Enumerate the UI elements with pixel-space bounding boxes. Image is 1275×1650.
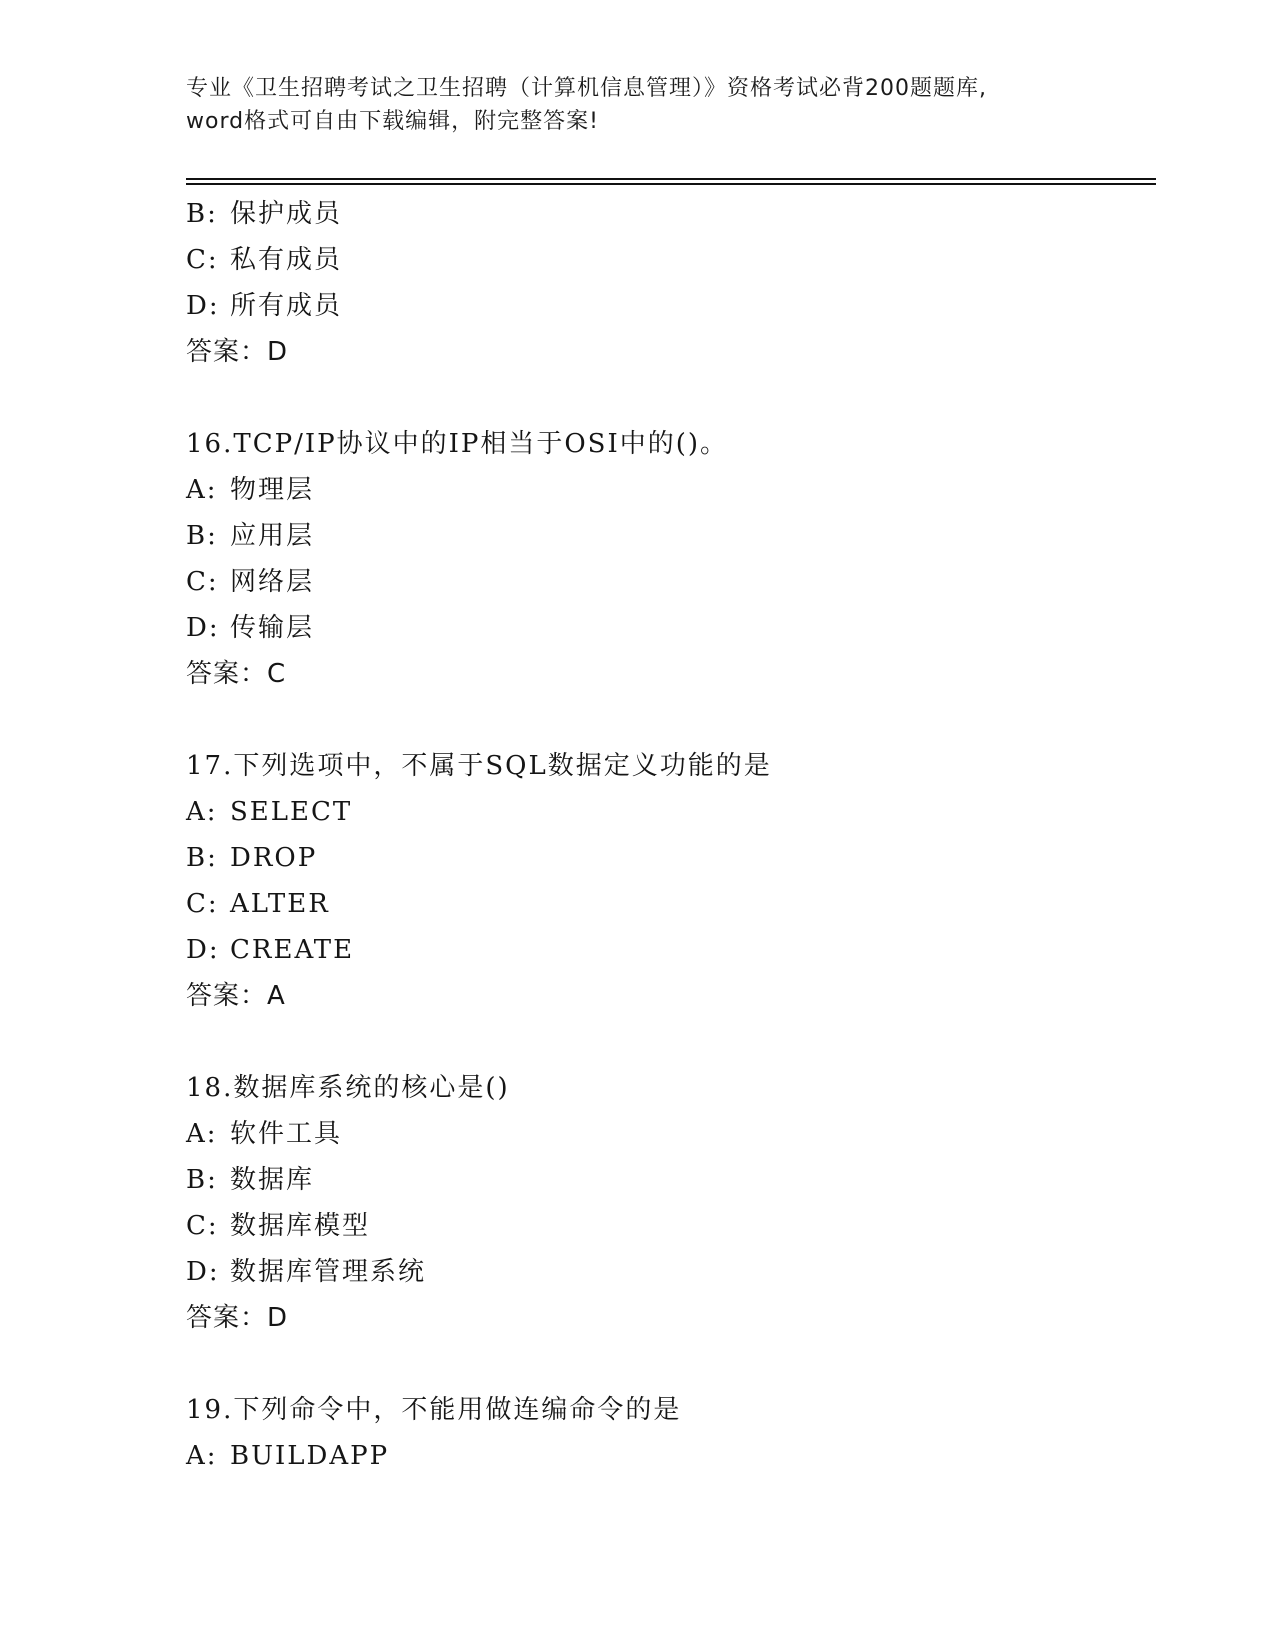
option-c [186, 881, 1146, 927]
option-letter: C: [186, 567, 219, 597]
question-stem: 16.TCP/IP协议中的IP相当于OSI中的()。 [186, 429, 729, 459]
option-c [186, 559, 1146, 605]
question-list [186, 191, 1146, 1479]
option-b [186, 835, 1146, 881]
option-letter: B: [186, 843, 218, 873]
document-header [186, 72, 1106, 138]
option-a [186, 789, 1146, 835]
option-c [186, 237, 1146, 283]
option-text: SELECT [230, 797, 353, 827]
option-text: 所有成员 [230, 291, 343, 321]
option-a [186, 1111, 1146, 1157]
option-letter: B: [186, 521, 218, 551]
option-letter: B: [186, 199, 218, 229]
option-d [186, 605, 1146, 651]
question-stem: 18.数据库系统的核心是() [186, 1073, 510, 1103]
header-line-1: 专业《卫生招聘考试之卫生招聘（计算机信息管理）》资格考试必背200题题库, [186, 76, 987, 101]
option-letter: C: [186, 245, 219, 275]
answer-line: 答案：D [186, 1303, 289, 1333]
option-letter: A: [186, 475, 218, 505]
option-text: 应用层 [230, 521, 315, 551]
header-rule-top [186, 178, 1156, 180]
spacer [186, 375, 1146, 421]
option-text: DROP [230, 843, 318, 873]
option-letter: D: [186, 1257, 220, 1287]
question-stem: 19.下列命令中，不能用做连编命令的是 [186, 1395, 682, 1425]
option-a [186, 467, 1146, 513]
option-text: 数据库管理系统 [230, 1257, 427, 1287]
option-text: 软件工具 [230, 1119, 343, 1149]
question-stem: 17.下列选项中，不属于SQL数据定义功能的是 [186, 751, 772, 781]
question-19 [186, 1387, 1146, 1479]
option-text: 私有成员 [230, 245, 343, 275]
option-text: ALTER [230, 889, 330, 919]
header-line-2: word格式可自由下载编辑，附完整答案! [186, 109, 599, 134]
spacer [186, 1341, 1146, 1387]
option-text: 网络层 [230, 567, 315, 597]
option-text: 物理层 [230, 475, 315, 505]
option-d [186, 283, 1146, 329]
question-17 [186, 743, 1146, 1019]
option-b [186, 513, 1146, 559]
option-text: CREATE [230, 935, 355, 965]
option-b [186, 191, 1146, 237]
spacer [186, 697, 1146, 743]
answer-line: 答案：A [186, 981, 286, 1011]
header-rule-bottom [186, 183, 1156, 185]
option-b [186, 1157, 1146, 1203]
option-letter: C: [186, 889, 219, 919]
option-letter: D: [186, 935, 220, 965]
option-text: 保护成员 [230, 199, 343, 229]
option-letter: A: [186, 1441, 218, 1471]
option-text: BUILDAPP [230, 1441, 390, 1471]
option-letter: D: [186, 613, 220, 643]
option-letter: D: [186, 291, 220, 321]
question-15-continuation [186, 191, 1146, 375]
question-16 [186, 421, 1146, 697]
option-letter: C: [186, 1211, 219, 1241]
option-letter: A: [186, 797, 218, 827]
option-letter: B: [186, 1165, 218, 1195]
spacer [186, 1019, 1146, 1065]
option-a [186, 1433, 1146, 1479]
option-d [186, 1249, 1146, 1295]
answer-line: 答案：D [186, 337, 289, 367]
option-d [186, 927, 1146, 973]
option-text: 传输层 [230, 613, 315, 643]
answer-line: 答案：C [186, 659, 287, 689]
option-text: 数据库模型 [230, 1211, 371, 1241]
option-letter: A: [186, 1119, 218, 1149]
option-c [186, 1203, 1146, 1249]
question-18 [186, 1065, 1146, 1341]
option-text: 数据库 [230, 1165, 315, 1195]
